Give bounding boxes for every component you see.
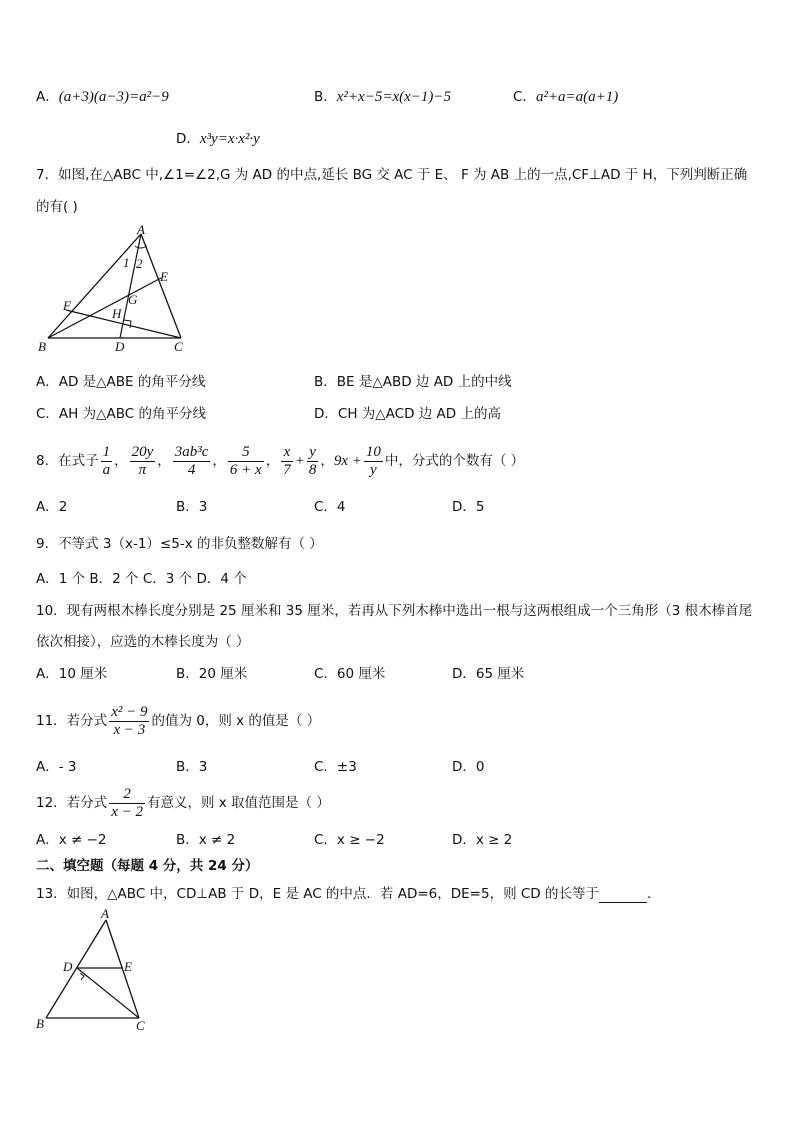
q11-option-a: A．- 3 xyxy=(36,759,77,775)
q13-label-d: D xyxy=(63,959,73,974)
q11-option-d: D．0 xyxy=(452,759,485,775)
q7-label-f: F xyxy=(63,298,71,313)
q7-label-d: D xyxy=(115,339,125,354)
q10-option-a: A．10 厘米 xyxy=(36,666,108,682)
q6-option-c: C．a²+a=a(a+1) xyxy=(513,89,619,105)
q7-label-h: H xyxy=(112,306,122,321)
q8-stem: 8．在式子 $\frac{1}{a}$ ， $\frac{20y}{\pi}$ ， $\frac{\text{3ab³c}}{4}$ ， $\frac{5}{6 + x}$ ， $\frac{x}{7}$ + $\frac{y}{8}$ ， 9x + $\frac{10}{y}$ 中，分式的个数有（ ） xyxy=(36,443,525,478)
q6-option-c-expr: a²+a=a(a+1) xyxy=(535,89,619,105)
q8-fraction-6: $\frac{y}{8}$ xyxy=(308,443,317,478)
q10-stem-line2: 依次相接），应选的木棒长度为（ ） xyxy=(36,634,250,650)
q8-fraction-3: $\frac{\text{3ab³c}}{4}$ xyxy=(174,443,209,478)
q8-option-a: A．2 xyxy=(36,499,68,515)
q13-label-c: C xyxy=(136,1018,145,1033)
q10-option-c: C．60 厘米 xyxy=(314,666,386,682)
q12-option-d: D．x ≥ 2 xyxy=(452,832,513,848)
q7-option-c: C．AH 为△ABC 的角平分线 xyxy=(36,406,206,422)
q6-option-b-expr: x²+x−5=x(x−1)−5 xyxy=(336,89,451,105)
q6-option-a-expr: (a+3)(a−3)=a²−9 xyxy=(58,89,169,105)
q7-option-d: D．CH 为△ACD 边 AD 上的高 xyxy=(314,406,501,422)
section-heading-fill-blank: 二、填空题（每题 4 分，共 24 分） xyxy=(36,858,259,874)
q8-option-b: B．3 xyxy=(176,499,208,515)
q9-stem: 9．不等式 3（x-1）≤5-x 的非负整数解有（ ） xyxy=(36,536,323,552)
q6-option-d-expr: x³y=x·x²·y xyxy=(199,131,260,147)
q7-label-g: G xyxy=(128,292,138,307)
q8-fraction-2: $\frac{20y}{\pi}$ xyxy=(131,443,154,478)
q11-option-b: B．3 xyxy=(176,759,208,775)
q8-fraction-7: $\frac{10}{y}$ xyxy=(365,443,381,478)
q8-fraction-4: $\frac{5}{6 + x}$ xyxy=(229,443,262,478)
q8-fraction-5: $\frac{x}{7}$ xyxy=(283,443,291,478)
q13-label-b: B xyxy=(36,1016,44,1031)
q13-triangle-figure xyxy=(34,906,164,1036)
q7-stem-line1: 7．如图,在△ABC 中,∠1=∠2,G 为 AD 的中点,延长 BG 交 AC 于 E、 F 为 AB 上的一点,CF⊥AD 于 H，下列判断正确 xyxy=(36,167,748,183)
q7-label-angle2: 2 xyxy=(136,256,143,271)
q6-option-b: B．x²+x−5=x(x−1)−5 xyxy=(314,89,451,105)
q7-triangle-figure xyxy=(36,222,196,357)
q10-option-b: B．20 厘米 xyxy=(176,666,248,682)
q7-option-a: A．AD 是△ABE 的角平分线 xyxy=(36,374,206,390)
q12-option-c: C．x ≥ −2 xyxy=(314,832,385,848)
q8-option-c: C．4 xyxy=(314,499,346,515)
q13-stem: 13．如图，△ABC 中，CD⊥AB 于 D，E 是 AC 的中点．若 AD=6，DE=5，则 CD 的长等于 ． xyxy=(36,886,661,902)
q13-label-a: A xyxy=(101,906,109,921)
q10-stem-line1: 10．现有两根木棒长度分别是 25 厘米和 35 厘米，若再从下列木棒中选出一根与这两根组成一个三角形（3 根木棒首尾 xyxy=(36,603,753,619)
q7-label-a: A xyxy=(137,222,145,237)
q12-stem: 12．若分式 $\frac{2}{x - 2}$ 有意义，则 x 取值范围是（ ） xyxy=(36,785,330,820)
q7-stem-line2: 的有( ) xyxy=(36,199,78,215)
q6-option-d: D．x³y=x·x²·y xyxy=(176,131,260,147)
q11-fraction: $\frac{\text{x² − 9}}{x - 3}$ xyxy=(111,703,148,738)
q6-option-a: A．(a+3)(a−3)=a²−9 xyxy=(36,89,169,105)
q8-option-d: D．5 xyxy=(452,499,485,515)
q7-option-b: B．BE 是△ABD 边 AD 上的中线 xyxy=(314,374,512,390)
q12-fraction: $\frac{2}{x - 2}$ xyxy=(111,785,143,820)
q11-option-c: C．±3 xyxy=(314,759,357,775)
q12-option-b: B．x ≠ 2 xyxy=(176,832,236,848)
q13-label-e: E xyxy=(124,959,132,974)
q12-option-a: A．x ≠ −2 xyxy=(36,832,107,848)
q8-fraction-1: $\frac{1}{a}$ xyxy=(102,443,111,478)
q9-options: A．1 个 B．2 个 C．3 个 D．4 个 xyxy=(36,571,247,587)
q11-stem: 11．若分式 $\frac{\text{x² − 9}}{x - 3}$ 的值为 0，则 x 的值是（ ） xyxy=(36,703,321,738)
q10-option-d: D．65 厘米 xyxy=(452,666,525,682)
q7-label-b: B xyxy=(38,339,46,354)
q7-label-angle1: 1 xyxy=(123,255,130,270)
q7-label-e: E xyxy=(160,269,168,284)
q7-label-c: C xyxy=(174,339,183,354)
q13-answer-blank xyxy=(599,888,647,903)
